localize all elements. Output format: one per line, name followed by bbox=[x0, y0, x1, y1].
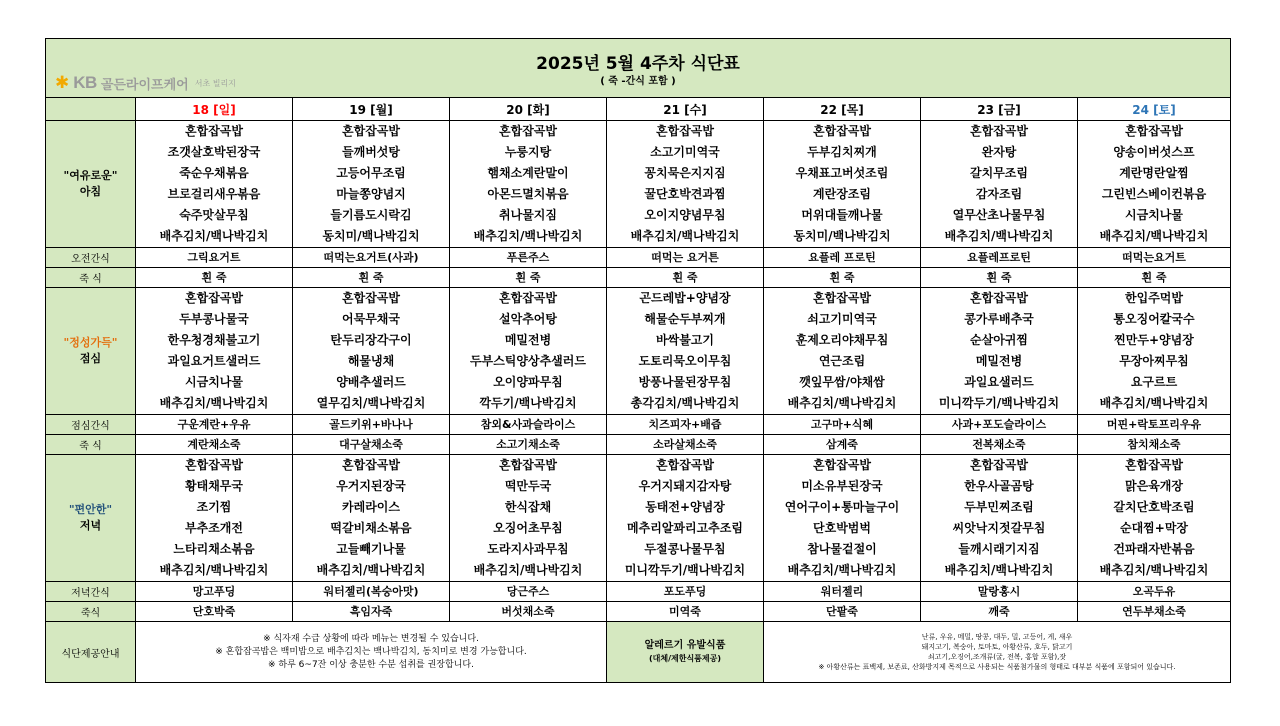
am_snack-label: 오전간식 bbox=[46, 248, 136, 268]
breakfast-menu-cell bbox=[450, 121, 607, 248]
menu-item: 혼합잡곡밥 bbox=[813, 124, 871, 138]
table-row bbox=[46, 622, 1231, 683]
porridge2-item: 참치채소죽 bbox=[1078, 435, 1231, 455]
menu-item: 우거지된장국 bbox=[336, 479, 406, 493]
lunch-label: 점심 bbox=[79, 352, 102, 365]
menu-item: 콩가루배추국 bbox=[964, 312, 1034, 326]
porridge2-item: 전복채소죽 bbox=[921, 435, 1078, 455]
menu-item: 단호박범벅 bbox=[813, 521, 871, 535]
menu-item: 브로걸리새우볶음 bbox=[167, 187, 261, 201]
menu-item: 찐만두+양념장 bbox=[1114, 333, 1194, 347]
porridge3-label: 죽식 bbox=[46, 602, 136, 622]
menu-item: 혼합잡곡밥 bbox=[1125, 124, 1183, 138]
menu-item: 도토리묵오이무침 bbox=[638, 354, 732, 368]
menu-item: 혼합잡곡밥 bbox=[1125, 458, 1183, 472]
menu-item: 혼합잡곡밥 bbox=[970, 124, 1028, 138]
breakfast-menu-cell bbox=[764, 121, 921, 248]
menu-item: 완자탕 bbox=[981, 145, 1017, 159]
menu-item: 동치미/백나박김치 bbox=[793, 229, 891, 243]
porridge3-item: 단호박죽 bbox=[136, 602, 293, 622]
header-cell bbox=[46, 39, 1231, 98]
menu-item: 메추리알꽈리고추조림 bbox=[627, 521, 743, 535]
menu-item: 그린빈스베이컨볶음 bbox=[1101, 187, 1207, 201]
menu-item: 곤드레밥+양념장 bbox=[639, 291, 731, 305]
menu-item: 설악추어탕 bbox=[499, 312, 557, 326]
menu-item: 혼합잡곡밥 bbox=[970, 458, 1028, 472]
menu-item: 혼합잡곡밥 bbox=[342, 458, 400, 472]
menu-item: 건파래자반볶음 bbox=[1113, 542, 1195, 556]
menu-item: 꽁치묵은지지짐 bbox=[644, 166, 726, 180]
table-row bbox=[46, 288, 1231, 415]
menu-item: 해물순두부찌개 bbox=[644, 312, 726, 326]
dinner-menu-cell bbox=[1078, 455, 1231, 582]
menu-item: 도라지사과무침 bbox=[487, 542, 569, 556]
day-header: 23 [금] bbox=[921, 98, 1078, 121]
menu-item: 배추김치/백나박김치 bbox=[1099, 396, 1209, 410]
pm_snack-item: 참외&사과슬라이스 bbox=[450, 415, 607, 435]
menu-item: 떡만두국 bbox=[504, 479, 552, 493]
menu-item: 머위대들깨나물 bbox=[801, 208, 883, 222]
allergy-line: 쇠고기,오징어,조개류(굴, 전복, 홍합 포함),잣 bbox=[927, 653, 1067, 661]
allergy-line: 난류, 우유, 메밀, 땅콩, 대두, 밀, 고등어, 게, 새우 bbox=[921, 633, 1073, 641]
porridge2-item: 소고기채소죽 bbox=[450, 435, 607, 455]
day-header: 20 [화] bbox=[450, 98, 607, 121]
table-row bbox=[46, 435, 1231, 455]
menu-item: 오이양파무침 bbox=[493, 375, 563, 389]
menu-item: 조기찜 bbox=[196, 500, 232, 514]
notice-line: ※ 식자재 수급 상황에 따라 메뉴는 변경될 수 있습니다. bbox=[263, 633, 479, 644]
menu-item: 연어구이+통마늘구이 bbox=[784, 500, 900, 514]
breakfast-menu-cell bbox=[921, 121, 1078, 248]
pm_snack-label: 점심간식 bbox=[46, 415, 136, 435]
menu-item: 동태전+양념장 bbox=[645, 500, 725, 514]
dinner-menu-cell bbox=[450, 455, 607, 582]
menu-item: 연근조림 bbox=[818, 354, 866, 368]
menu-item: 순살아귀찜 bbox=[970, 333, 1028, 347]
menu-item: 배추김치/백나박김치 bbox=[316, 563, 426, 577]
menu-item: 두부콩나물국 bbox=[179, 312, 249, 326]
menu-item: 어묵무채국 bbox=[342, 312, 400, 326]
notice-line: ※ 혼합잡곡밥은 백미밥으로 배추김치는 백나박김치, 동치미로 변경 가능합니다. bbox=[215, 646, 527, 657]
porridge1-item: 흰 죽 bbox=[293, 268, 450, 288]
eve_snack-label: 저녁간식 bbox=[46, 582, 136, 602]
menu-item: 깍두기/백나박김치 bbox=[479, 396, 577, 410]
menu-item: 한입주먹밥 bbox=[1125, 291, 1183, 305]
menu-item: 황태채무국 bbox=[185, 479, 243, 493]
company-logo bbox=[55, 73, 236, 93]
menu-item: 오이지양념무침 bbox=[644, 208, 726, 222]
menu-item: 미니깍두기/백나박김치 bbox=[938, 396, 1060, 410]
menu-item: 미소유부된장국 bbox=[801, 479, 883, 493]
menu-item: 두부스틱양상추샐러드 bbox=[470, 354, 586, 368]
lunch-menu-cell bbox=[921, 288, 1078, 415]
menu-item: 양송이버섯스프 bbox=[1113, 145, 1195, 159]
menu-item: 죽순우채볶음 bbox=[179, 166, 249, 180]
menu-item: 배추김치/백나박김치 bbox=[787, 563, 897, 577]
dinner-label-quote: "편안한" bbox=[68, 503, 113, 516]
breakfast-menu-cell bbox=[607, 121, 764, 248]
breakfast-menu-cell bbox=[293, 121, 450, 248]
porridge2-item: 소라살채소죽 bbox=[607, 435, 764, 455]
menu-item: 메밀전병 bbox=[504, 333, 552, 347]
menu-item: 방풍나물된장무침 bbox=[638, 375, 732, 389]
menu-item: 미니깍두기/백나박김치 bbox=[624, 563, 746, 577]
table-row bbox=[46, 415, 1231, 435]
eve_snack-item: 워터젤리(복숭아맛) bbox=[293, 582, 450, 602]
dinner-label-cell bbox=[46, 455, 136, 582]
am_snack-item: 떠먹는요거트(사과) bbox=[293, 248, 450, 268]
lunch-label-cell bbox=[46, 288, 136, 415]
day-header: 18 [일] bbox=[136, 98, 293, 121]
menu-item: 혼합잡곡밥 bbox=[656, 124, 714, 138]
menu-item: 한식잡채 bbox=[504, 500, 552, 514]
table-row bbox=[46, 602, 1231, 622]
pm_snack-item: 골드키위+바나나 bbox=[293, 415, 450, 435]
table-row bbox=[46, 268, 1231, 288]
breakfast-menu-cell bbox=[136, 121, 293, 248]
day-header: 21 [수] bbox=[607, 98, 764, 121]
menu-item: 들기름도시락김 bbox=[330, 208, 412, 222]
porridge2-item: 계란채소죽 bbox=[136, 435, 293, 455]
menu-item: 조갯살호박된장국 bbox=[167, 145, 261, 159]
porridge3-item: 깨죽 bbox=[921, 602, 1078, 622]
menu-item: 동치미/백나박김치 bbox=[322, 229, 420, 243]
breakfast-label-quote: "여유로운" bbox=[63, 169, 118, 182]
am_snack-item: 요플레 프로틴 bbox=[764, 248, 921, 268]
dinner-menu-cell bbox=[764, 455, 921, 582]
porridge3-item: 미역죽 bbox=[607, 602, 764, 622]
menu-item: 숙주맛살무침 bbox=[179, 208, 249, 222]
porridge1-item: 흰 죽 bbox=[1078, 268, 1231, 288]
menu-item: 배추김치/백나박김치 bbox=[473, 563, 583, 577]
menu-item: 참나물겉절이 bbox=[807, 542, 877, 556]
menu-item: 시금치나물 bbox=[185, 375, 243, 389]
menu-item: 배추김치/백나박김치 bbox=[944, 563, 1054, 577]
menu-item: 맑은육개장 bbox=[1125, 479, 1183, 493]
am_snack-item: 그릭요거트 bbox=[136, 248, 293, 268]
menu-item: 과일요샐러드 bbox=[964, 375, 1034, 389]
menu-item: 혼합잡곡밥 bbox=[342, 291, 400, 305]
porridge1-item: 흰 죽 bbox=[607, 268, 764, 288]
menu-item: 고들빼기나물 bbox=[336, 542, 406, 556]
porridge1-item: 흰 죽 bbox=[764, 268, 921, 288]
menu-item: 고등어무조림 bbox=[336, 166, 406, 180]
day-header: 19 [월] bbox=[293, 98, 450, 121]
menu-item: 훈제오리야채무침 bbox=[795, 333, 889, 347]
lunch-label-quote: "정성가득" bbox=[63, 336, 118, 349]
porridge1-item: 흰 죽 bbox=[921, 268, 1078, 288]
menu-item: 부추조개전 bbox=[185, 521, 243, 535]
menu-item: 우채표고버섯조림 bbox=[795, 166, 889, 180]
pm_snack-item: 고구마+식혜 bbox=[764, 415, 921, 435]
menu-item: 배추김치/백나박김치 bbox=[944, 229, 1054, 243]
allergy-line: ※ 아황산류는 표백제, 보존료, 산화방지제 목적으로 사용되는 식품첨가물의 형태로 대부분 식품에 포함되어 있습니다. bbox=[818, 663, 1176, 671]
meal-plan-table bbox=[45, 38, 1231, 683]
menu-item: 순대찜+막장 bbox=[1119, 521, 1188, 535]
menu-item: 두부김치찌개 bbox=[807, 145, 877, 159]
lunch-menu-cell bbox=[764, 288, 921, 415]
eve_snack-item: 당근주스 bbox=[450, 582, 607, 602]
pm_snack-item: 머핀+락토프리우유 bbox=[1078, 415, 1231, 435]
menu-item: 카레라이스 bbox=[342, 500, 400, 514]
dinner-menu-cell bbox=[921, 455, 1078, 582]
lunch-menu-cell bbox=[1078, 288, 1231, 415]
menu-item: 아몬드멸치볶음 bbox=[487, 187, 569, 201]
eve_snack-item: 오곡두유 bbox=[1078, 582, 1231, 602]
corner-cell bbox=[46, 98, 136, 121]
menu-item: 배추김치/백나박김치 bbox=[787, 396, 897, 410]
menu-item: 느타리채소볶음 bbox=[173, 542, 255, 556]
menu-item: 시금치나물 bbox=[1125, 208, 1183, 222]
porridge3-item: 단팥죽 bbox=[764, 602, 921, 622]
menu-item: 배추김치/백나박김치 bbox=[1099, 229, 1209, 243]
breakfast-label-cell bbox=[46, 121, 136, 248]
menu-item: 한우사골곰탕 bbox=[964, 479, 1034, 493]
menu-item: 깻잎무쌈/야채쌈 bbox=[799, 375, 885, 389]
menu-item: 배추김치/백나박김치 bbox=[159, 229, 269, 243]
menu-item: 계란명란알찜 bbox=[1119, 166, 1189, 180]
day-header: 24 [토] bbox=[1078, 98, 1231, 121]
menu-item: 혼합잡곡밥 bbox=[813, 458, 871, 472]
menu-item: 과일요거트샐러드 bbox=[167, 354, 261, 368]
porridge1-item: 흰 죽 bbox=[136, 268, 293, 288]
menu-item: 소고기미역국 bbox=[650, 145, 720, 159]
eve_snack-item: 포도푸딩 bbox=[607, 582, 764, 602]
menu-item: 혼합잡곡밥 bbox=[813, 291, 871, 305]
menu-item: 두부민찌조림 bbox=[964, 500, 1034, 514]
menu-item: 감자조림 bbox=[975, 187, 1023, 201]
menu-item: 열무김치/백나박김치 bbox=[316, 396, 426, 410]
menu-item: 계란장조림 bbox=[813, 187, 871, 201]
pm_snack-item: 사과+포도슬라이스 bbox=[921, 415, 1078, 435]
table-row bbox=[46, 121, 1231, 248]
menu-item: 혼합잡곡밥 bbox=[970, 291, 1028, 305]
star-logo-icon: ✱ bbox=[55, 73, 70, 93]
menu-item: 총각김치/백나박김치 bbox=[630, 396, 740, 410]
eve_snack-item: 망고푸딩 bbox=[136, 582, 293, 602]
pm_snack-item: 구운계란+우유 bbox=[136, 415, 293, 435]
menu-item: 배추김치/백나박김치 bbox=[1099, 563, 1209, 577]
menu-item: 통오징어칼국수 bbox=[1113, 312, 1195, 326]
menu-item: 무장아찌무침 bbox=[1119, 354, 1189, 368]
menu-item: 누룽지탕 bbox=[504, 145, 552, 159]
am_snack-item: 요플레프로틴 bbox=[921, 248, 1078, 268]
menu-item: 들깨시래기지짐 bbox=[958, 542, 1040, 556]
allergy-sublabel: (대체/제한식품제공) bbox=[648, 654, 722, 663]
lunch-menu-cell bbox=[293, 288, 450, 415]
menu-item: 바싹불고기 bbox=[656, 333, 714, 347]
lunch-menu-cell bbox=[450, 288, 607, 415]
menu-item: 갈치무조림 bbox=[970, 166, 1028, 180]
menu-item: 떡갈비채소볶음 bbox=[330, 521, 412, 535]
breakfast-label: 아침 bbox=[79, 185, 102, 198]
menu-item: 메밀전병 bbox=[975, 354, 1023, 368]
logo-branch-name: 서초 빌리지 bbox=[194, 78, 236, 88]
menu-item: 배추김치/백나박김치 bbox=[159, 396, 269, 410]
menu-item: 혼합잡곡밥 bbox=[185, 458, 243, 472]
porridge2-item: 대구살채소죽 bbox=[293, 435, 450, 455]
menu-item: 씨앗낙지젓갈무침 bbox=[952, 521, 1046, 535]
eve_snack-item: 워터젤리 bbox=[764, 582, 921, 602]
menu-item: 혼합잡곡밥 bbox=[499, 458, 557, 472]
am_snack-item: 떠먹는 요거튼 bbox=[607, 248, 764, 268]
porridge2-label: 죽 식 bbox=[46, 435, 136, 455]
am_snack-item: 푸른주스 bbox=[450, 248, 607, 268]
porridge1-label: 죽 식 bbox=[46, 268, 136, 288]
menu-item: 해물냉채 bbox=[347, 354, 395, 368]
pm_snack-item: 치즈피자+배즙 bbox=[607, 415, 764, 435]
menu-item: 양배추샐러드 bbox=[336, 375, 406, 389]
menu-item: 한우청경채불고기 bbox=[167, 333, 261, 347]
menu-item: 우거지돼지감자탕 bbox=[638, 479, 732, 493]
menu-item: 혼합잡곡밥 bbox=[342, 124, 400, 138]
porridge3-item: 버섯채소죽 bbox=[450, 602, 607, 622]
logo-company-name: 골든라이프케어 bbox=[100, 77, 189, 93]
lunch-menu-cell bbox=[607, 288, 764, 415]
porridge3-item: 연두부채소죽 bbox=[1078, 602, 1231, 622]
menu-item: 배추김치/백나박김치 bbox=[630, 229, 740, 243]
menu-item: 오징어초무침 bbox=[493, 521, 563, 535]
dinner-menu-cell bbox=[293, 455, 450, 582]
menu-item: 탄두리장각구이 bbox=[330, 333, 412, 347]
lunch-menu-cell bbox=[136, 288, 293, 415]
menu-item: 꿀단호박견과찜 bbox=[644, 187, 726, 201]
menu-item: 혼합잡곡밥 bbox=[656, 458, 714, 472]
porridge1-item: 흰 죽 bbox=[450, 268, 607, 288]
menu-item: 배추김치/백나박김치 bbox=[473, 229, 583, 243]
menu-item: 혼합잡곡밥 bbox=[499, 124, 557, 138]
table-row bbox=[46, 455, 1231, 582]
notice-label: 식단제공안내 bbox=[46, 622, 136, 683]
menu-item: 쇠고기미역국 bbox=[807, 312, 877, 326]
dinner-menu-cell bbox=[607, 455, 764, 582]
dinner-menu-cell bbox=[136, 455, 293, 582]
menu-item: 두절콩나물무침 bbox=[644, 542, 726, 556]
allergy-label-cell bbox=[607, 622, 764, 683]
menu-item: 혼합잡곡밥 bbox=[185, 124, 243, 138]
breakfast-menu-cell bbox=[1078, 121, 1231, 248]
allergy-line: 돼지고기, 복숭아, 토마토, 아황산류, 호두, 닭고기 bbox=[921, 643, 1073, 651]
menu-item: 취나물지짐 bbox=[499, 208, 557, 222]
page-title: 2025년 5월 4주차 식단표 bbox=[536, 54, 740, 74]
menu-item: 혼합잡곡밥 bbox=[499, 291, 557, 305]
menu-item: 열무산초나물무침 bbox=[952, 208, 1046, 222]
menu-item: 갈치단호박조림 bbox=[1113, 500, 1195, 514]
eve_snack-item: 말랑홍시 bbox=[921, 582, 1078, 602]
page-subtitle: ( 죽 -간식 포함 ) bbox=[600, 76, 676, 87]
dinner-label: 저녁 bbox=[79, 519, 102, 532]
menu-item: 마늘쫑양념지 bbox=[336, 187, 406, 201]
table-row bbox=[46, 98, 1231, 121]
menu-item: 들깨버섯탕 bbox=[342, 145, 400, 159]
menu-item: 햄채소계란말이 bbox=[487, 166, 569, 180]
menu-item: 요구르트 bbox=[1130, 375, 1178, 389]
notice-line: ※ 하루 6~7잔 이상 충분한 수분 섭취를 권장합니다. bbox=[268, 659, 474, 670]
porridge2-item: 삼계죽 bbox=[764, 435, 921, 455]
allergy-cell bbox=[764, 622, 1231, 683]
am_snack-item: 떠먹는요거트 bbox=[1078, 248, 1231, 268]
logo-kb-text: KB bbox=[73, 73, 97, 92]
table-row bbox=[46, 582, 1231, 602]
menu-item: 배추김치/백나박김치 bbox=[159, 563, 269, 577]
porridge3-item: 흑임자죽 bbox=[293, 602, 450, 622]
menu-item: 혼합잡곡밥 bbox=[185, 291, 243, 305]
table-row bbox=[46, 248, 1231, 268]
day-header: 22 [목] bbox=[764, 98, 921, 121]
notice-cell bbox=[136, 622, 607, 683]
allergy-label: 알레르기 유발식품 bbox=[644, 640, 726, 651]
